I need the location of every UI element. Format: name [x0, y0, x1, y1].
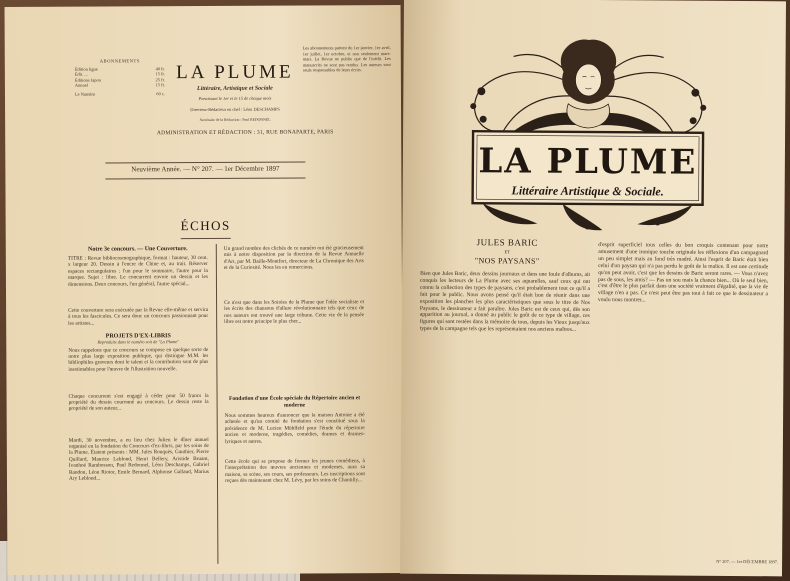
section-title: ÉCHOS [180, 217, 231, 234]
masthead-admin: ADMINISTRATION ET RÉDACTION : 31, RUE BONAPARTE, PARIS [156, 129, 334, 137]
article-title: JULES BARIC [476, 237, 538, 248]
publication-note: Les abonnements partent du 1er janvier, 1er avril, 1er juillet, 1er octobre, et non seulement mars-mars. La Revue ne publie que de l'inédit. Les manuscrits ne sont pas rendus. Les auteurs sont seuls responsables de leurs écrits. [302, 45, 391, 73]
subscription-value: 15 fr. [155, 82, 165, 88]
school-text: Nous sommes heureux d'annoncer que la maison Antoine a été achetée et qu'un comité de fondation s'est constitué sous la présidence de M. Lucien Mühlfeld pour l'étude du répertoire ancien et moderne, tragédies, comédies, drames et drames-lyriques et autres. [224, 412, 365, 445]
masthead-secretary: Secrétaire de la Rédaction : Paul REDONNEL [199, 117, 271, 123]
issue-rule-top [105, 161, 305, 163]
masthead-director: Directeur-Rédacteur en chef : Léon DESCHAMPS [190, 106, 280, 113]
subscription-label: Le Numéro [74, 91, 96, 97]
logo-title: LA PLUME [478, 141, 698, 183]
issue-rule-bottom [105, 177, 305, 179]
subscription-label: Édition ligne [74, 66, 98, 72]
section-rule [181, 238, 231, 239]
contest-text-2: Cette couverture sera exécutée par la Revue elle-même et servira à tous les fascicules. Ce sera donc un concours passionnant pour les artistes... [68, 306, 209, 327]
contest-heading: Notre 3e concours. — Une Couverture. [87, 246, 188, 253]
echos-column-1 [68, 246, 209, 527]
dinner-text: Mardi, 30 novembre, a eu lieu chez Julien le dîner annuel organisé en la fondation du Concours d'ex-libris, par les soins de la Plume. Étaient présents : MM. Jules Rouquès, Gauthier, Pierre Quillard, Maurice Leblond, Henri Bellery, Aristide Bruant, Ivanhoé Rambosson, Paul Redonnel, Léon Deschamps, Gabriel Randon, Léon Riotor, Emile Bernard, Alphonse Gallaud, Marius Ary Leblond... [68, 436, 209, 482]
article-et: ET [504, 249, 511, 255]
masthead-schedule: Paraissant le 1er et le 15 de chaque mois [198, 95, 272, 102]
subscription-value: 40 fr. [155, 65, 165, 71]
subscription-label: Annuel [74, 82, 88, 89]
article-column-1: Bien que Jules Baric, deux dessins journaux et dans une foule d'albums, ait conquis les lecteurs de La Plume avec ses aquarelles, sauf ceux qui ont connu la collection des types de paysans, c'est probablement tout ce qu'il a fait pour le public. Nous avons pensé qu'il était bon de réunir dans une exposition les planches les plus caractéristiques que sous le titre de Nos Paysans, le dessinateur a fait paraître. Jules Baric est de ceux qui, dès son apparition au journal, a donné au public le goût de ce type de village, ces figures qui sont restées dans la mémoire de tous, depuis les Vieux jusqu'aux types de la campagne tels que les représentaient nos anciens maîtres... [419, 270, 591, 334]
subscriptions-title: ABONNEMENTS [99, 58, 140, 64]
contest-text: TITRE : Revue bibliocosmographique, format : hauteur, 30 cent. x largeur 20. Dessin à l'encre de Chine et, au trait. Réserver espaces rectangulaires : l'un pour le sommaire, l'autre pour la marque. Sujet : libre. Le concurrent envoie un dessin et les dimensions. Deux concours, l'un général, l'autre spécial... [67, 254, 208, 288]
logo-subtitle: Littéraire Artistique & Sociale. [511, 183, 664, 199]
exlibris-heading: PROJETS D'EX-LIBRIS [105, 333, 171, 340]
article-column-2: d'esprit superficiel tous celles du bon croquis contenant pour notre amusement d'une ironique touche originale les réflexions d'un campagnard un peu simplet mais au fond très madré. Ainsi l'esprit de Baric était bien celui d'un paysan qui n'a pas perdu le goût de la malice. Il est une certitude qu'on peut avoir, c'est que les dessins de Baric seront rares. — Vous n'avez pas de sous, les amis? — Pas un sou mais la chance bien... Où le seul bien, c'est d'être le plus parfait dans une société vraiment d'égalité, que la vie de village n'en a pas. Ce n'est peut être pas tout à fait ce que le dessinateur a voulu nous montrer... [597, 242, 769, 304]
page-footer: N° 207. — 1er DÉCEMBRE 1897. [716, 558, 779, 565]
subscription-label: Éditions Japon [74, 77, 101, 83]
masthead-subtitle: Littéraire, Artistique et Sociale [197, 85, 273, 93]
exlibris-subheading: Reproduits dans le numéro soit de "La Plume" [97, 339, 180, 345]
school-text-2: Cette école qui se propose de former les jeunes comédiens, à l'interprétation des œuvres anciennes et modernes, aura sa maison, sa scène, ses cours, ses professeurs. Les inscriptions sont reçues dès maintenant chez M. Lévy, par les soins de Chantilly... [224, 458, 365, 485]
la-plume-logo-illustration [442, 31, 733, 238]
clichés-text: Un grand nombre des clichés de ce numéro ont été gracieusement mis à notre disposition par la direction de la Revue Annuelle d'Art, par M. Baille-Montfort, directeur de La Chronique des Arts et de la Curiosité. Nous les en remercions. [223, 245, 364, 272]
echos-column-2 [224, 245, 365, 499]
left-page [5, 5, 404, 575]
column-divider [216, 244, 219, 564]
school-heading: Fondation d'une École spéciale du Répertoire ancien et moderne [228, 395, 361, 409]
subscription-value: 60 c. [156, 91, 165, 97]
exlibris-text: Nous rappelons que ce concours se compose en quelque sorte de notre plus large exposition publique, qui distingue M.M. les bibliophiles graveurs dont le talent et la contribution sont de plus inestimables pour l'œuvre de l'illustration nouvelle. [68, 346, 209, 373]
subscription-label: Édit. ... [74, 71, 88, 77]
masthead-title: LA PLUME [176, 61, 294, 84]
exlibris-text-2: Chaque concurrent s'est engagé à céder pour 50 francs la propriété du dessin couronné au concours. Le dessin reste la propriété de son auteur... [68, 392, 209, 413]
right-page [400, 0, 786, 576]
soirees-text: Ce n'est que dans les Soirées de la Plume que l'idée socialiste et les écrits des chansons d'allure révolutionnaire tels que ceux de nos auteurs ont trouvé une large tribune. Cette vie de la pensée libre est notre principe le plus cher... [224, 299, 365, 326]
article-subtitle: "NOS PAYSANS" [474, 256, 540, 266]
issue-line: Neuvième Année. — N° 207. — 1er Décembre 1897 [131, 164, 280, 174]
subscription-value: 25 fr. [155, 76, 165, 83]
subscription-value: 15 fr. [155, 71, 165, 77]
